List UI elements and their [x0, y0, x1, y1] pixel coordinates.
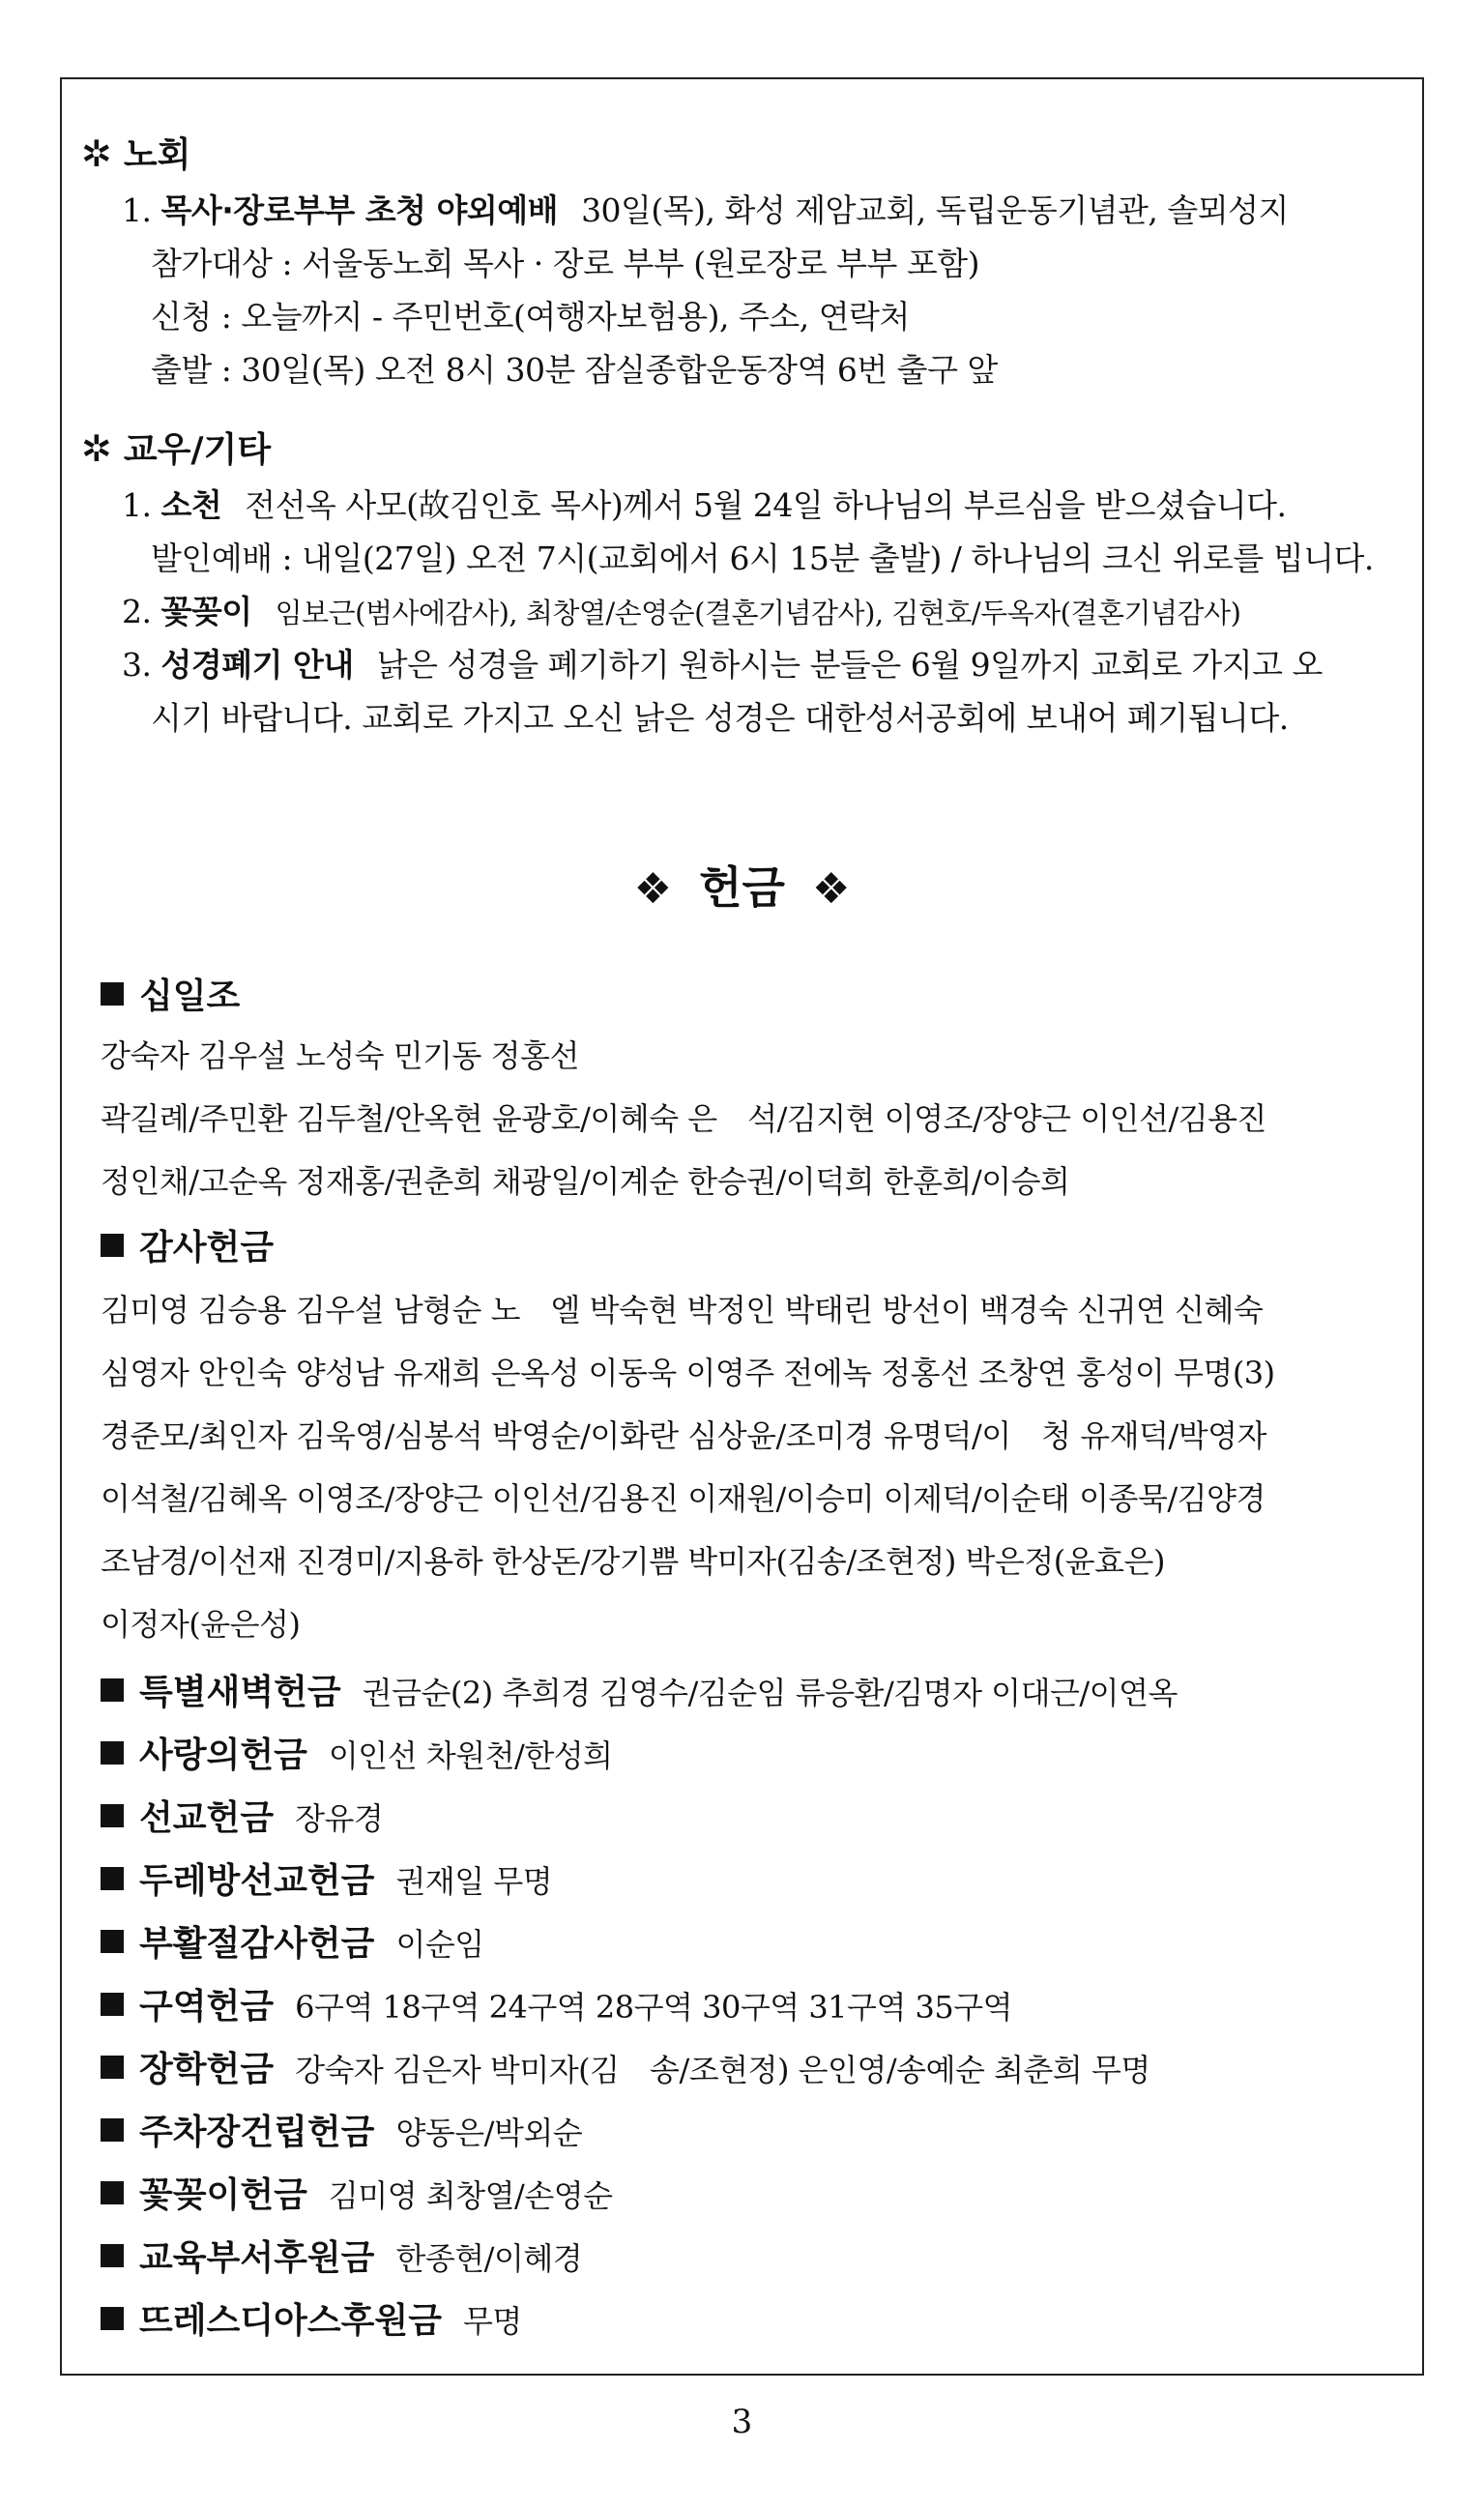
star-icon: ✲: [81, 427, 112, 470]
offering-item: 선교헌금 장유경: [101, 1791, 383, 1840]
gyowoo-item-1: 1. 소천 전선옥 사모(故김인호 목사)께서 5월 24일 하나님의 부르심을 받으셨습니다.: [122, 486, 1287, 524]
square-bullet-icon: [101, 1867, 124, 1890]
nohoe-item-1: 1. 목사·장로부부 초청 야외예배 30일(목), 화성 제암교회, 독립운동기념관, 솔뫼성지: [122, 191, 1289, 229]
gyowoo-bible-disposal-note: 시기 바랍니다. 교회로 가지고 오신 낡은 성경은 대한성서공회에 보내어 폐기됩니다.: [151, 699, 1289, 737]
offering-title: ❖ 헌금 ❖: [633, 861, 851, 914]
offering-item: 교육부서후원금 한종현/이혜경: [101, 2231, 582, 2280]
thanks-line-6: 이정자(윤은성): [101, 1606, 301, 1643]
offering-item: 두레방선교헌금 권재일 무명: [101, 1853, 552, 1903]
offering-item: 주차장건립헌금 양동은/박외순: [101, 2105, 582, 2154]
diamond-icon: ❖: [633, 864, 673, 914]
section-header-gyowoo: ✲ 교우/기타: [81, 427, 272, 470]
square-bullet-icon: [101, 2181, 124, 2204]
nohoe-participants: 참가대상 : 서울동노회 목사 · 장로 부부 (원로장로 부부 포함): [151, 245, 979, 282]
page-number: 3: [731, 2403, 753, 2441]
square-bullet-icon: [101, 1993, 124, 2016]
thanks-line-2: 심영자 안인숙 양성남 유재희 은옥성 이동욱 이영주 전에녹 정홍선 조창연 홍성이 무명(3): [101, 1355, 1275, 1391]
square-bullet-icon: [101, 2244, 124, 2267]
gyowoo-funeral-service: 발인예배 : 내일(27일) 오전 7시(교회에서 6시 15분 출발) / 하나님의 크신 위로를 빕니다.: [151, 540, 1374, 577]
section-header-nohoe: ✲ 노회: [81, 132, 191, 175]
thanks-line-4: 이석철/김혜옥 이영조/장양근 이인선/김용진 이재원/이승미 이제덕/이순태 이종묵/김양경: [101, 1480, 1266, 1517]
offering-item: 뜨레스디아스후원금 무명: [101, 2293, 522, 2343]
square-bullet-icon: [101, 982, 124, 1006]
offering-item: 꽃꽂이헌금 김미영 최창열/손영순: [101, 2168, 613, 2217]
thanks-line-3: 경준모/최인자 김욱영/심봉석 박영순/이화란 심상윤/조미경 유명덕/이 청 유재덕/박영자: [101, 1417, 1266, 1454]
square-bullet-icon: [101, 1804, 124, 1827]
thanks-offering-header: 감사헌금: [101, 1220, 274, 1269]
offering-item: 구역헌금 6구역 18구역 24구역 28구역 30구역 31구역 35구역: [101, 1979, 1012, 2028]
tithe-line-3: 정인채/고순옥 정재홍/권춘희 채광일/이계순 한승권/이덕희 한훈희/이승희: [101, 1163, 1070, 1200]
offering-item: 부활절감사헌금 이순임: [101, 1916, 484, 1966]
square-bullet-icon: [101, 1678, 124, 1702]
tithe-header: 십일조: [101, 969, 240, 1018]
gyowoo-item-2: 2. 꽃꽂이 임보근(범사에감사), 최창열/손영순(결혼기념감사), 김현호/두옥자(결혼기념감사): [122, 593, 1241, 630]
nohoe-departure: 출발 : 30일(목) 오전 8시 30분 잠실종합운동장역 6번 출구 앞: [151, 351, 998, 389]
offering-item: 특별새벽헌금 권금순(2) 추희경 김영수/김순임 류응환/김명자 이대근/이연옥: [101, 1665, 1178, 1714]
square-bullet-icon: [101, 1741, 124, 1765]
square-bullet-icon: [101, 1234, 124, 1257]
square-bullet-icon: [101, 2307, 124, 2330]
square-bullet-icon: [101, 1930, 124, 1953]
tithe-line-1: 강숙자 김우설 노성숙 민기동 정홍선: [101, 1037, 579, 1074]
nohoe-registration: 신청 : 오늘까지 - 주민번호(여행자보험용), 주소, 연락처: [151, 298, 910, 336]
square-bullet-icon: [101, 2056, 124, 2079]
square-bullet-icon: [101, 2118, 124, 2142]
gyowoo-item-3: 3. 성경폐기 안내 낡은 성경을 폐기하기 원하시는 분들은 6월 9일까지 교회로 가지고 오: [122, 646, 1323, 684]
diamond-icon: ❖: [811, 864, 851, 914]
thanks-line-1: 김미영 김승용 김우설 남형순 노 엘 박숙현 박정인 박태린 방선이 백경숙 신귀연 신혜숙: [101, 1292, 1264, 1328]
offering-item: 장학헌금 강숙자 김은자 박미자(김 송/조현정) 은인영/송예순 최춘희 무명: [101, 2042, 1150, 2091]
offering-item: 사랑의헌금 이인선 차원천/한성희: [101, 1728, 613, 1777]
star-icon: ✲: [81, 132, 112, 175]
document-frame: [60, 77, 1424, 2376]
thanks-line-5: 조남경/이선재 진경미/지용하 한상돈/강기쁨 박미자(김송/조현정) 박은정(윤효은): [101, 1543, 1165, 1580]
tithe-line-2: 곽길례/주민환 김두철/안옥현 윤광호/이혜숙 은 석/김지현 이영조/장양근 이인선/김용진: [101, 1100, 1266, 1137]
